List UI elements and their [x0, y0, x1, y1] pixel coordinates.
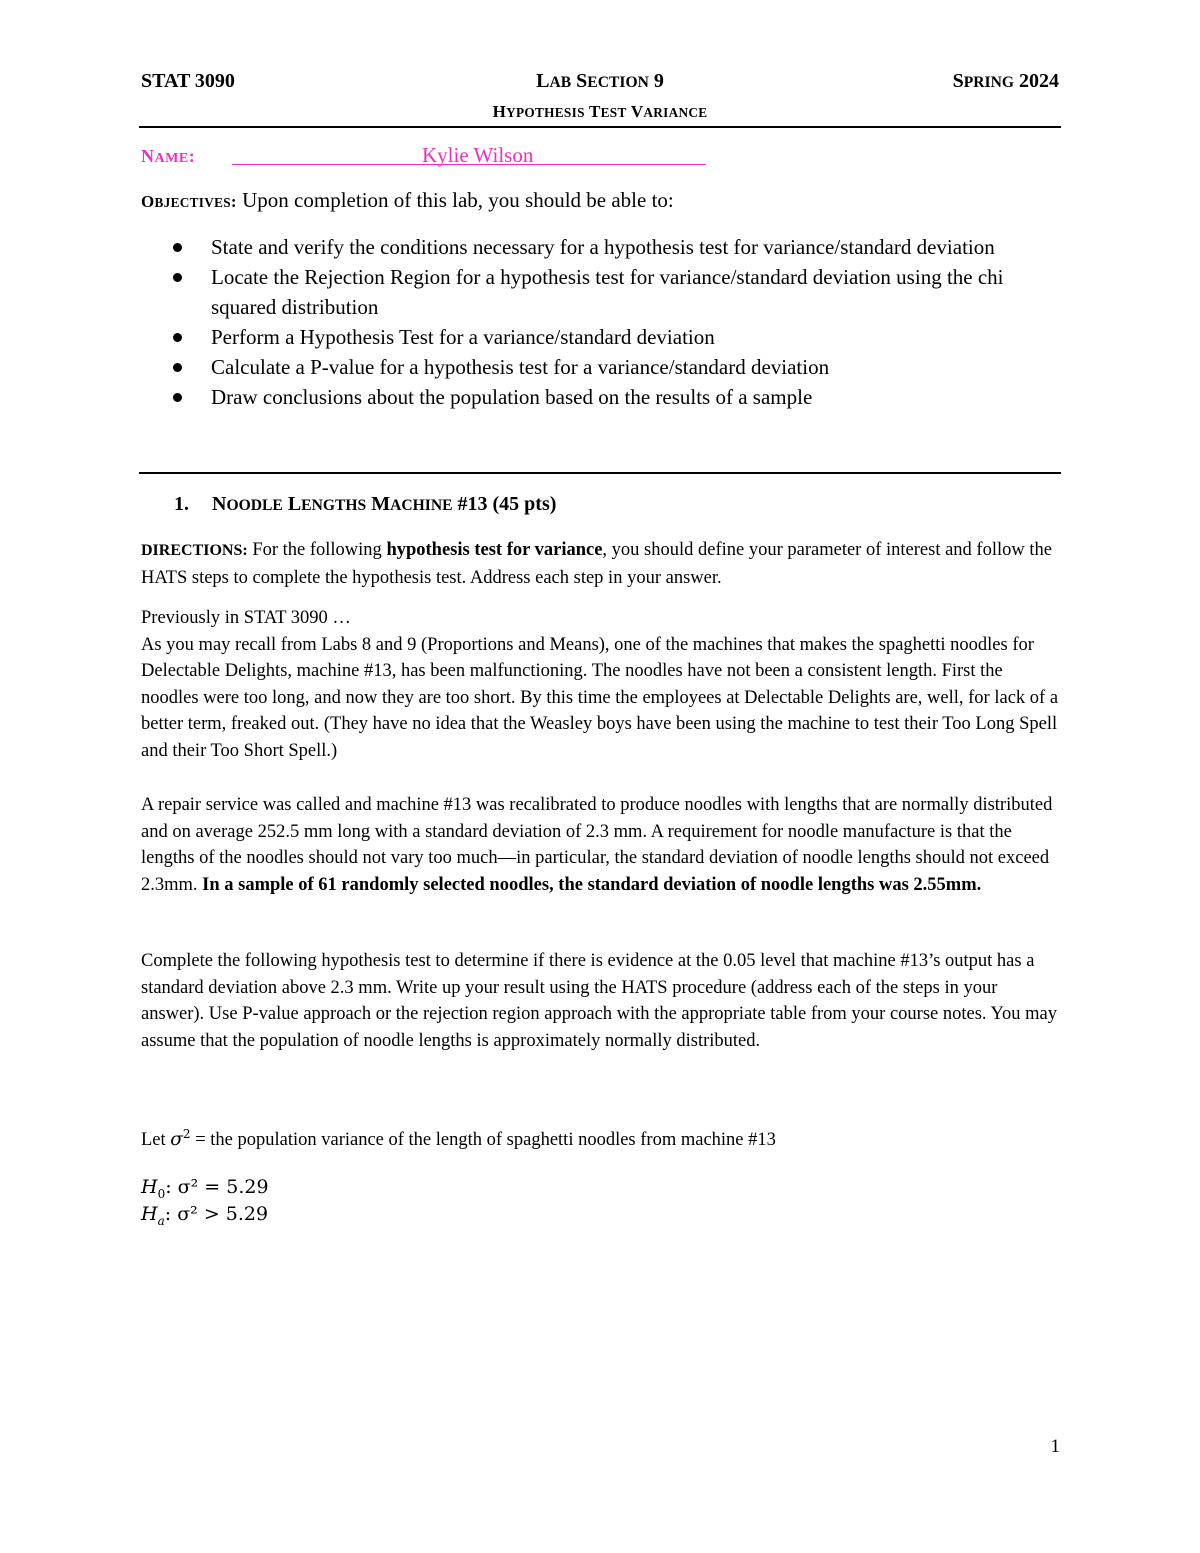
alternative-hypothesis: $H_a$: σ² > 5.29	[141, 1203, 269, 1228]
page-number: 1	[1050, 1436, 1060, 1457]
term	[953, 70, 1059, 93]
sigma-symbol: σ	[170, 1129, 183, 1151]
directions-paragraph	[141, 537, 1061, 591]
name-label-text: NAME:	[141, 146, 196, 166]
bullet-icon	[173, 333, 182, 342]
term-text: SPRING 2024	[952, 70, 1059, 92]
course-code: STAT 3090	[141, 70, 235, 92]
section-points: (45 pts)	[492, 493, 557, 515]
objective-item	[141, 382, 1061, 412]
bullet-icon	[173, 273, 182, 282]
ha-expression: σ² > 5.29	[177, 1203, 269, 1225]
header-divider	[139, 126, 1061, 128]
section-divider	[139, 472, 1061, 474]
objective-text: Perform a Hypothesis Test for a variance/standard deviation	[211, 325, 715, 349]
h0-label: H	[141, 1176, 158, 1198]
objective-item	[141, 352, 1061, 382]
directions-post: , you should define your parameter of interest and follow the HATS steps to complete the hypothesis test. Address each step in your answer.	[141, 540, 1052, 588]
section-title	[174, 493, 556, 516]
h0-expression: σ² = 5.29	[177, 1176, 269, 1198]
ha-label: H	[141, 1203, 158, 1225]
objectives-intro	[141, 188, 674, 213]
objective-text: Locate the Rejection Region for a hypothesis test for variance/standard deviation using the chi squared distribution	[211, 265, 1004, 319]
h0-sub: 0	[157, 1186, 166, 1201]
ha-sub: a	[157, 1213, 165, 1228]
task-paragraph: Complete the following hypothesis test to determine if there is evidence at the 0.05 level that machine #13’s output has a standard deviation above 2.3 mm. Write up your result using the HATS procedure (address each of the steps in your answer). Use P-value approach or the rejection region approach with the appropriate table from your course notes. You may assume that the population of noodle lengths is approximately normally distributed.	[141, 951, 1057, 1051]
recall-text: As you may recall from Labs 8 and 9 (Proportions and Means), one of the machines that makes the spaghetti noodles for Delectable Delights, machine #13, has been malfunctioning. The noodles have not been a consistent length. First the noodles were too long, and now they are too short. By this time the employees at Delectable Delights are, well, for lack of a better term, freaked out. (They have no idea that the Weasley boys have been using the machine to test their Too Long Spell and their Too Short Spell.)	[141, 634, 1059, 761]
section-title-text: NOODLE LENGTHS MACHINE #13	[212, 493, 488, 515]
repair-text: A repair service was called and machine #13 was recalibrated to produce noodles with lengths that are normally distributed and on average 252.5 mm long with a standard deviation of 2.3 mm. A requirement for noodle manufacture is that the lengths of the noodles should not vary too much—in particular, the standard deviation of noodle lengths should not exceed 2.3mm.	[141, 795, 1053, 895]
objective-text: Calculate a P-value for a hypothesis test for a variance/standard deviation	[211, 355, 830, 379]
name-value[interactable]: Kylie Wilson	[422, 143, 534, 167]
objective-text: State and verify the conditions necessary for a hypothesis test for variance/standard deviation	[211, 235, 995, 259]
lab-section-text: LAB SECTION 9	[536, 70, 664, 92]
section-number: 1.	[174, 493, 189, 515]
directions-label: DIRECTIONS:	[141, 542, 248, 559]
document-subtitle	[0, 102, 1200, 122]
objectives-intro-text: Upon completion of this lab, you should be able to:	[242, 188, 674, 212]
bullet-icon	[173, 363, 182, 372]
sample-info: In a sample of 61 randomly selected noodles, the standard deviation of noodle lengths was 2.55mm.	[202, 874, 982, 895]
name-label	[141, 146, 195, 167]
previously-line: Previously in STAT 3090 …	[141, 608, 351, 628]
objective-item	[141, 232, 1061, 262]
bullet-icon	[173, 243, 182, 252]
bullet-icon	[173, 393, 182, 402]
objective-text: Draw conclusions about the population based on the results of a sample	[211, 385, 813, 409]
directions-bold: hypothesis test for variance	[386, 540, 603, 560]
objective-item	[141, 322, 1061, 352]
repair-paragraph	[141, 792, 1061, 898]
null-hypothesis: $H_0$: σ² = 5.29	[141, 1176, 269, 1201]
parameter-definition: Let $\sigma^2$ = the population variance of the length of spaghetti noodles from machine #13	[141, 1127, 776, 1151]
let-pre: Let	[141, 1130, 166, 1151]
subtitle-text: HYPOTHESIS TEST VARIANCE	[492, 102, 708, 121]
objective-item	[141, 262, 1061, 322]
directions-pre: For the following	[252, 540, 382, 560]
objectives-list	[141, 232, 1061, 412]
story-paragraph	[141, 605, 1061, 764]
objectives-label: OBJECTIVES:	[141, 192, 237, 211]
let-post: = the population variance of the length of spaghetti noodles from machine #13	[195, 1130, 776, 1151]
